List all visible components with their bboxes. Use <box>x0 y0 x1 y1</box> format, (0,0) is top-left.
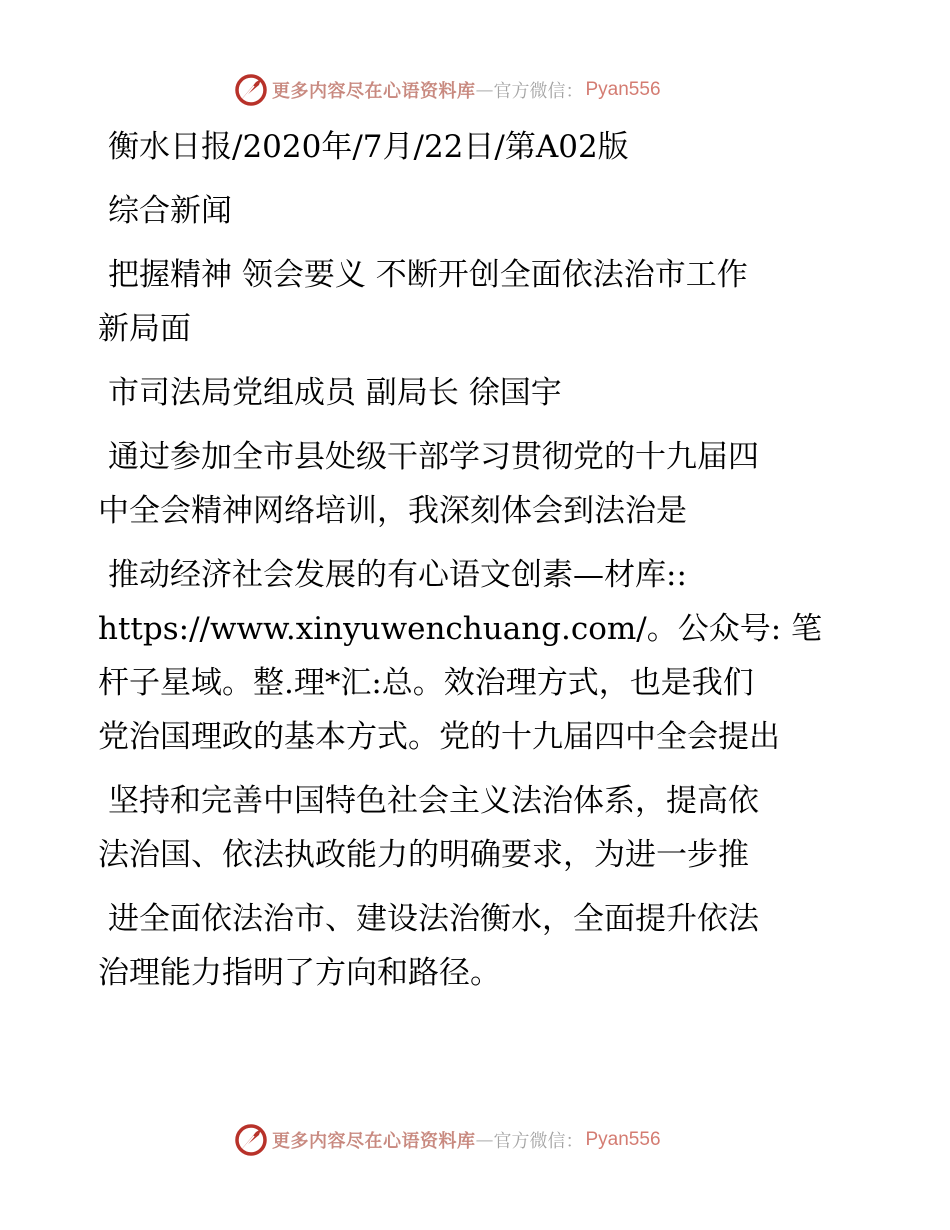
title-line-1: 把握精神 领会要义 不断开创全面依法治市工作 <box>108 257 748 293</box>
paragraph-line: 党治国理政的基本方式。党的十九届四中全会提出 <box>98 719 780 755</box>
dateline <box>98 120 858 174</box>
paragraph-2 <box>98 548 858 764</box>
watermark-text: 更多内容尽在心语资料库 <box>272 81 476 102</box>
paragraph-line: 法治国、依法执政能力的明确要求，为进一步推 <box>98 837 749 873</box>
watermark-dash: — <box>475 79 494 101</box>
paragraph-line: 通过参加全市县处级干部学习贯彻党的十九届四 <box>108 439 759 475</box>
paragraph-line: 中全会精神网络培训，我深刻体会到法治是 <box>98 493 687 529</box>
paragraph-1 <box>98 430 858 538</box>
paragraph-line: 杆子星域。整.理*汇:总。效治理方式，也是我们 <box>98 665 754 701</box>
quill-logo-icon <box>234 73 268 107</box>
watermark-wechat-id: Pyan556 <box>585 79 661 100</box>
quill-logo-icon <box>234 1123 268 1157</box>
footer-watermark <box>234 1122 661 1158</box>
watermark-official-label: 官方微信： <box>493 1131 584 1152</box>
title-line-2: 新局面 <box>98 311 191 347</box>
paragraph-line: https://www.xinyuwenchuang.com/。公众号: 笔 <box>98 611 823 647</box>
paragraph-4 <box>98 892 858 1000</box>
paragraph-line: 推动经济社会发展的有心语文创素—材库:: <box>108 557 687 593</box>
watermark-dash: — <box>475 1129 494 1151</box>
paragraph-line: 坚持和完善中国特色社会主义法治体系，提高依 <box>108 783 759 819</box>
article-body <box>98 120 858 1010</box>
author-text: 市司法局党组成员 副局长 徐国宇 <box>108 375 562 411</box>
section-text: 综合新闻 <box>108 193 232 229</box>
dateline-text: 衡水日报/2020年/7月/22日/第A02版 <box>108 129 629 165</box>
watermark-wechat-id: Pyan556 <box>585 1129 661 1150</box>
paragraph-3 <box>98 774 858 882</box>
paragraph-line: 进全面依法治市、建设法治衡水，全面提升依法 <box>108 901 759 937</box>
watermark-official-label: 官方微信： <box>493 81 584 102</box>
author-byline <box>98 366 858 420</box>
section-label <box>98 184 858 238</box>
article-title <box>98 248 858 356</box>
watermark-text: 更多内容尽在心语资料库 <box>272 1131 476 1152</box>
header-watermark <box>234 72 661 108</box>
paragraph-line: 治理能力指明了方向和路径。 <box>98 955 501 991</box>
